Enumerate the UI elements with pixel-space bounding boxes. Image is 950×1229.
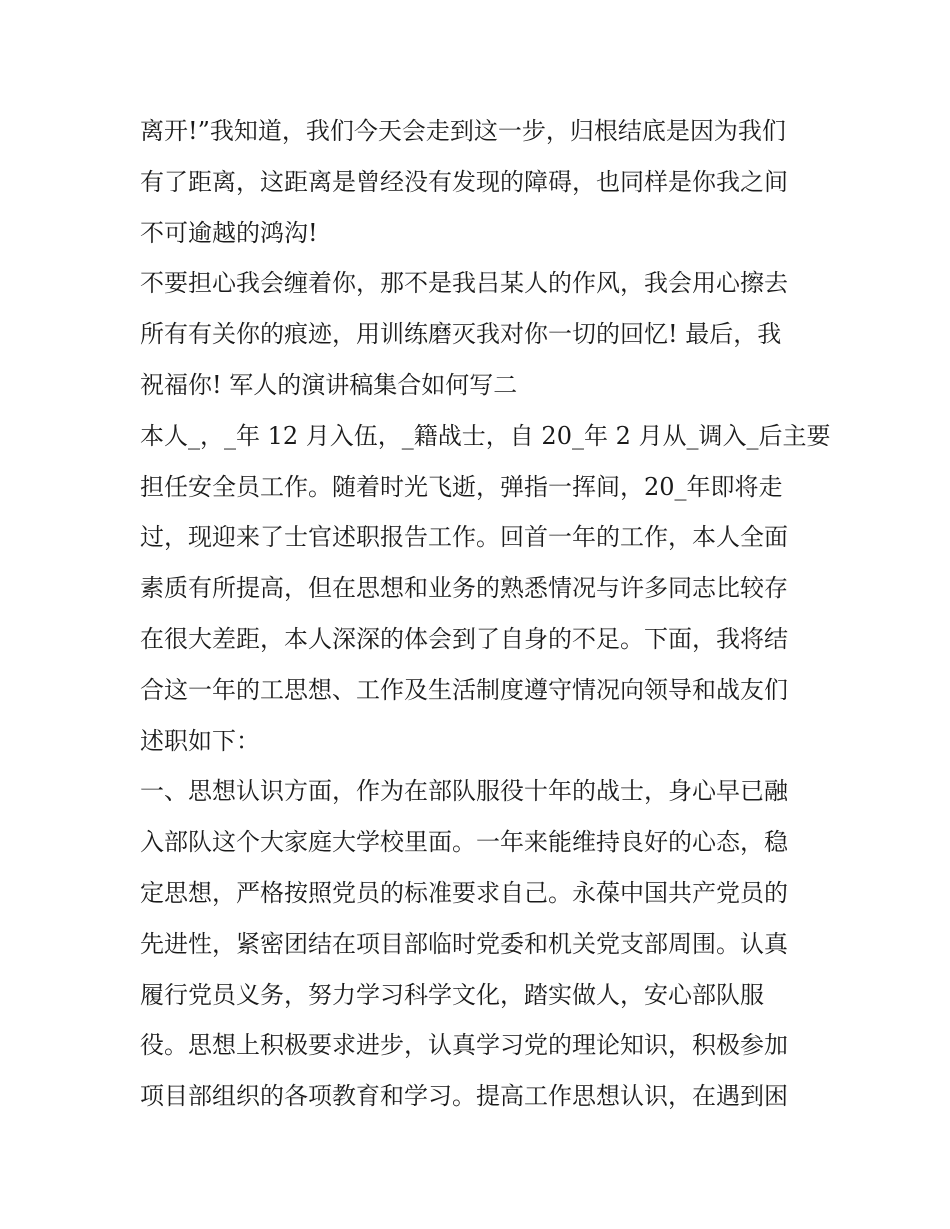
text-line: 入部队这个大家庭大学校里面。一年来能维持良好的心态，稳 <box>140 828 788 857</box>
text-line: 在很大差距，本人深深的体会到了自身的不足。下面，我将结 <box>140 624 788 653</box>
text-line: 所有有关你的痕迹，用训练磨灭我对你一切的回忆! 最后，我 <box>140 320 782 349</box>
text-line: 役。思想上积极要求进步，认真学习党的理论知识，积极参加 <box>140 1031 788 1060</box>
text-line: 项目部组织的各项教育和学习。提高工作思想认识，在遇到困 <box>140 1082 788 1111</box>
text-line: 定思想，严格按照党员的标准要求自己。永葆中国共产党员的 <box>140 878 788 907</box>
text-line: 述职如下： <box>140 726 260 755</box>
text-line: 素质有所提高，但在思想和业务的熟悉情况与许多同志比较存 <box>140 574 788 603</box>
text-line: 履行党员义务，努力学习科学文化，踏实做人，安心部队服 <box>140 980 764 1009</box>
document-body <box>140 106 831 1122</box>
text-line: 先进性，紧密团结在项目部临时党委和机关党支部周围。认真 <box>140 929 788 958</box>
text-line: 过，现迎来了士官述职报告工作。回首一年的工作，本人全面 <box>140 523 788 552</box>
text-line: 祝福你! 军人的演讲稿集合如何写二 <box>140 370 518 399</box>
text-line: 不要担心我会缠着你，那不是我吕某人的作风，我会用心擦去 <box>140 269 788 298</box>
text-line: 合这一年的工思想、工作及生活制度遵守情况向领导和战友们 <box>140 675 788 704</box>
text-line: 担任安全员工作。随着时光飞逝，弹指一挥间，20_年即将走 <box>140 472 783 501</box>
text-line: 一、思想认识方面，作为在部队服役十年的战士，身心早已融 <box>140 777 788 806</box>
text-line: 本人_，_年 12 月入伍，_籍战士，自 20_年 2 月从_调入_后主要 <box>140 421 831 450</box>
text-line: 不可逾越的鸿沟! <box>140 218 318 247</box>
text-line: 离开!”我知道，我们今天会走到这一步，归根结底是因为我们 <box>140 117 786 145</box>
text-line: 有了距离，这距离是曾经没有发现的障碍，也同样是你我之间 <box>140 167 788 196</box>
